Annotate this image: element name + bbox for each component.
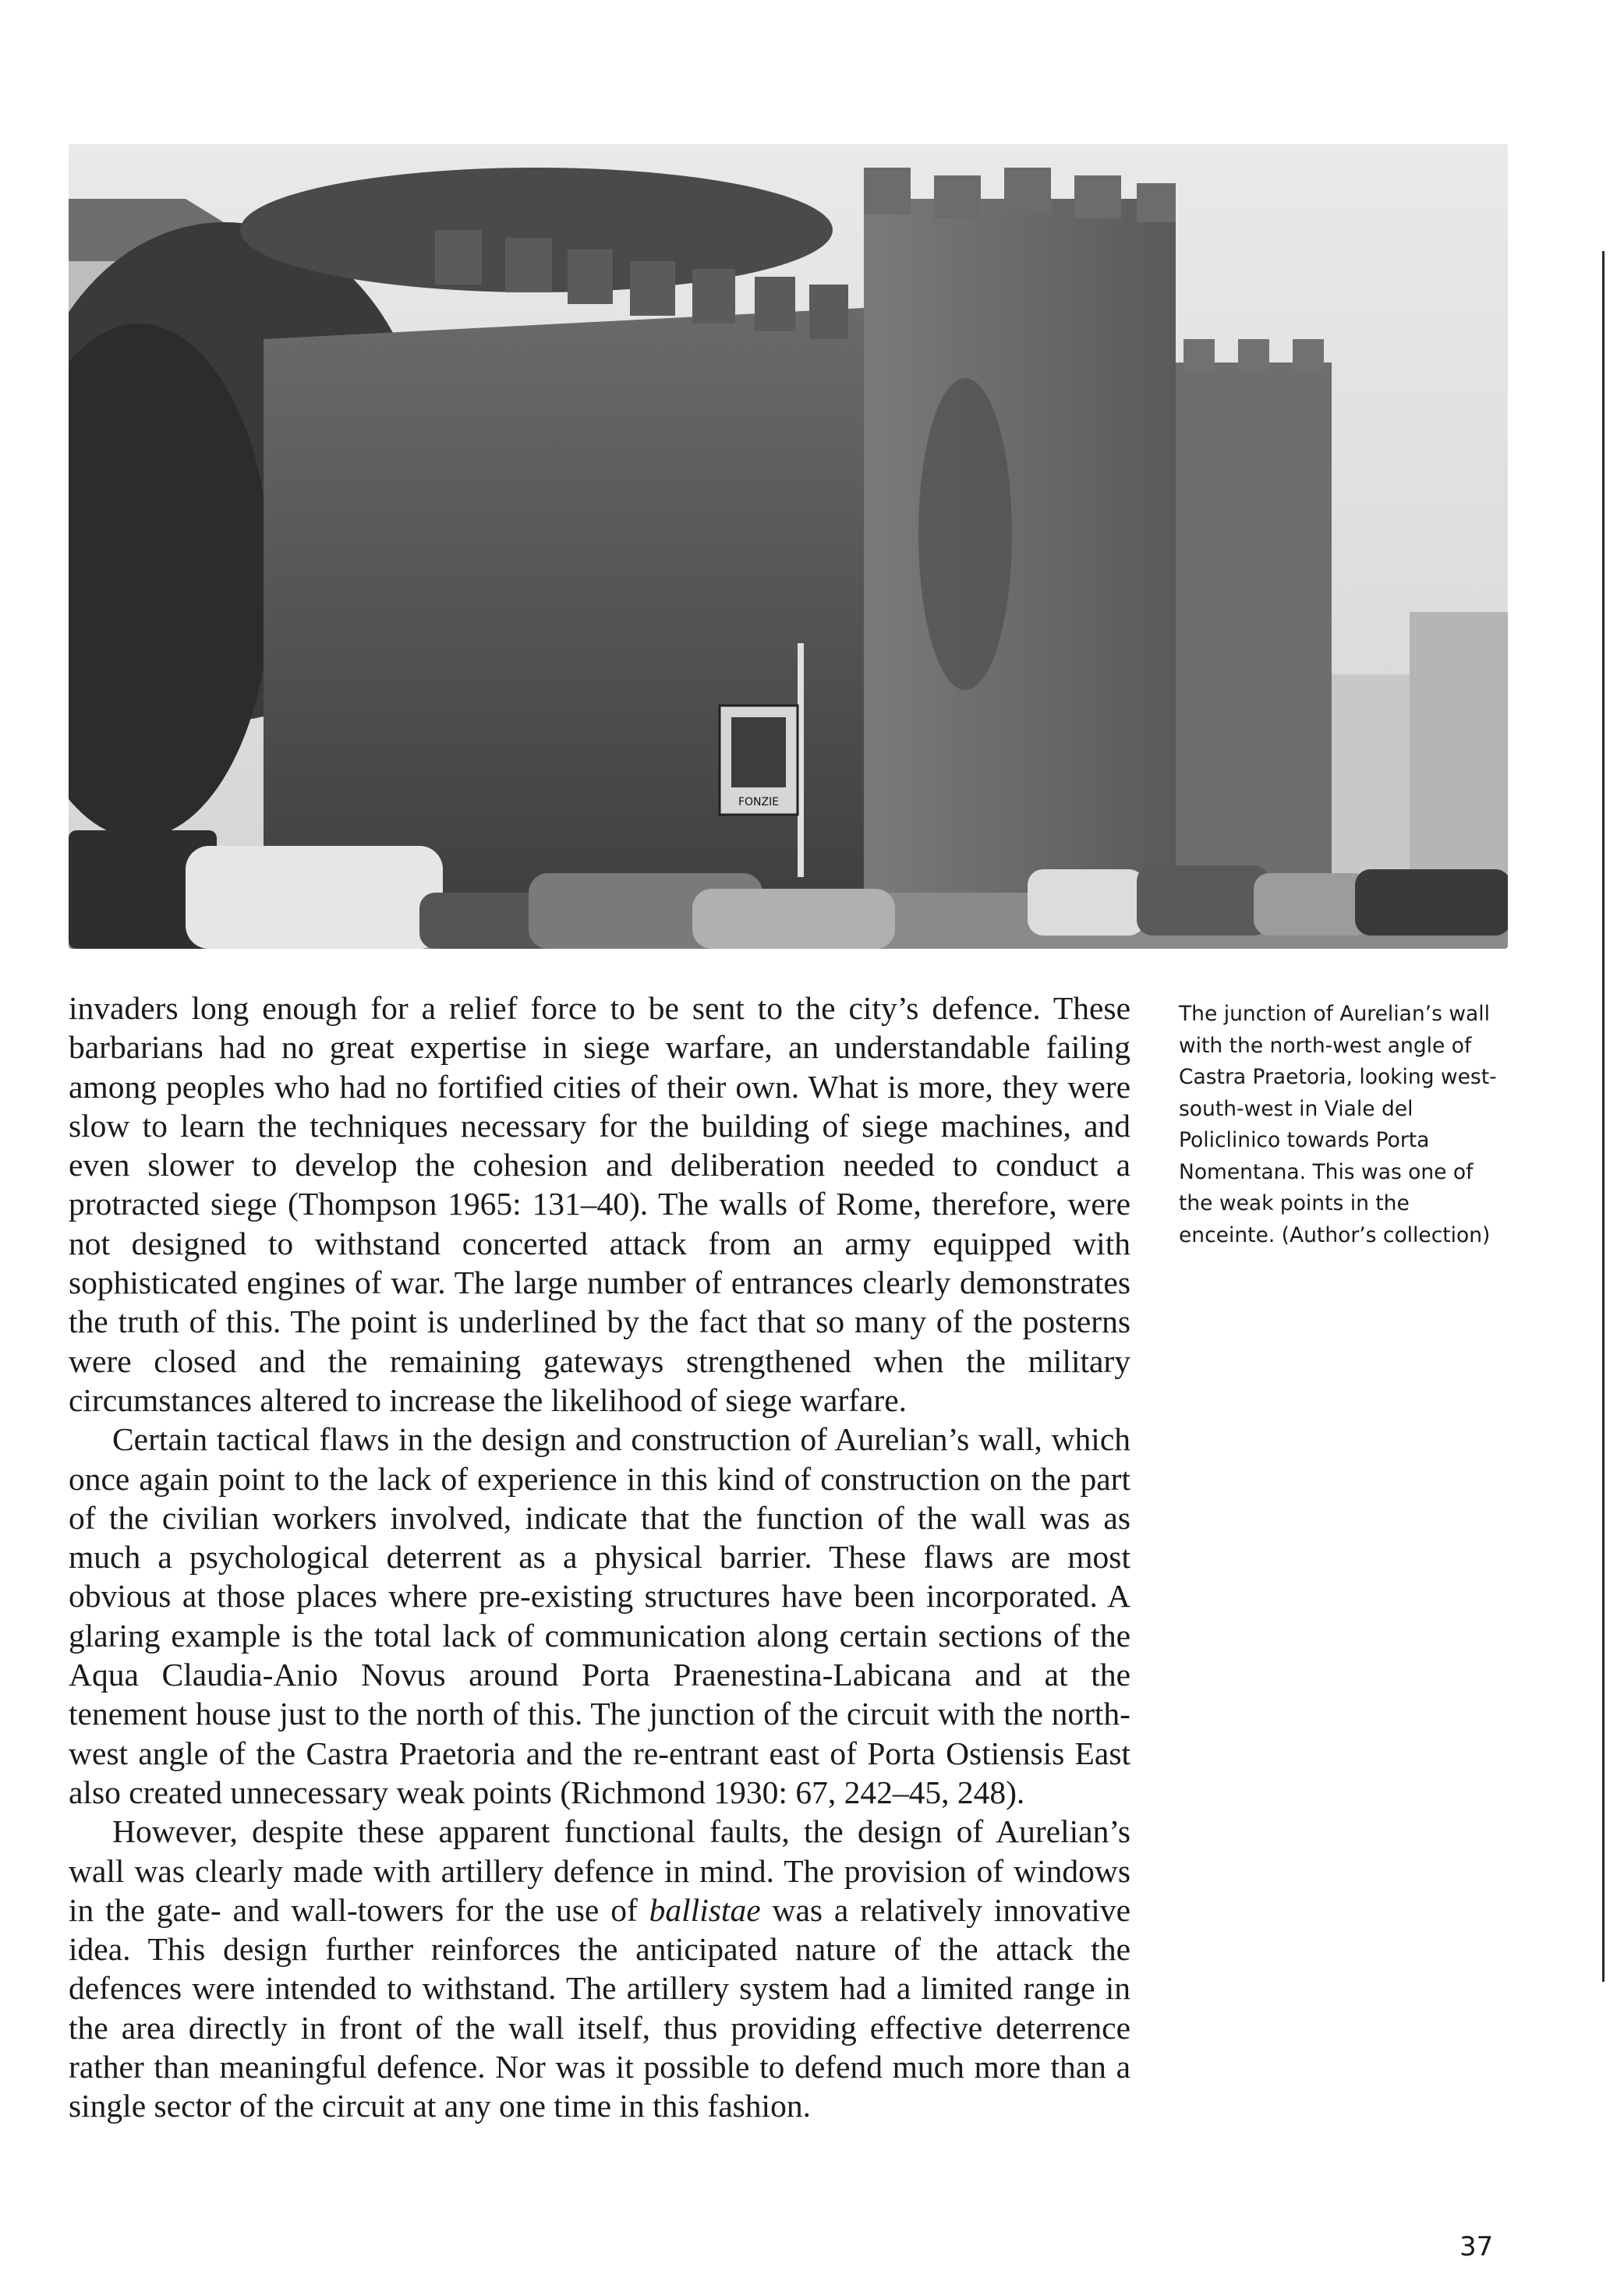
wall-photograph xyxy=(69,144,1508,949)
photograph-icon xyxy=(69,144,1508,949)
body-text xyxy=(69,989,1130,2126)
paragraph-3-italic: ballistae xyxy=(649,1891,761,1928)
paragraph-3 xyxy=(69,1812,1130,2125)
poster-label: FONZIE xyxy=(738,796,780,808)
margin-rule xyxy=(1602,251,1605,1982)
paragraph-2: Certain tactical flaws in the design and construction of Aurelian’s wall, which once again point to the lack of experience in this kind of construction on the part of the civilian workers involved, indicate that the function of the wall was as much a psychological deterrent as a physical barrier. These flaws are most obvious at those places where pre-existing structures have been incorporated. A glaring example is the total lack of communication along certain sections of the Aqua Claudia-Anio Novus around Porta Praenestina-Labicana and at the tenement house just to the north of this. The junction of the circuit with the north-west angle of the Castra Praetoria and the re-entrant east of Porta Ostiensis East also created unnecessary weak points (Richmond 1930: 67, 242–45, 248). xyxy=(69,1421,1130,1810)
paragraph-3-end: was a relatively innovative idea. This design further reinforces the anticipated nature of the attack the defences were intended to withstand. The artillery system had a limited range in the area directly in front of the wall itself, thus providing effective deterrence rather than meaningful defence. Nor was it possible to defend much more than a single sector of the circuit at any one time in this fashion. xyxy=(69,1891,1130,2124)
paragraph-3-start: However, despite these apparent functional faults, the design of Aurelian’s wall was clearly made with artillery defence in mind. The provision of windows in the gate- and wall-towers for the use of xyxy=(69,1813,1130,1928)
photo-caption: The junction of Aurelian’s wall with the north-west angle of Castra Praetoria, looking west-south-west in Viale del Policlinico towards Porta Nomentana. This was one of the weak points in the enceinte. (Author’s collection) xyxy=(1179,1002,1497,1247)
page-number: 37 xyxy=(1459,2231,1494,2262)
paragraph-1: invaders long enough for a relief force to be sent to the city’s defence. These barbarians had no great expertise in siege warfare, an understandable failing among peoples who had no fortified cities of their own. What is more, they were slow to learn the techniques necessary for the building of siege machines, and even slower to develop the cohesion and deliberation needed to conduct a protracted siege (Thompson 1965: 131–40). The walls of Rome, therefore, were not designed to withstand concerted attack from an army equipped with sophisticated engines of war. The large number of entrances clearly demonstrates the truth of this. The point is underlined by the fact that so many of the posterns were closed and the remaining gateways strengthened when the military circumstances altered to increase the likelihood of siege warfare. xyxy=(69,990,1130,1418)
